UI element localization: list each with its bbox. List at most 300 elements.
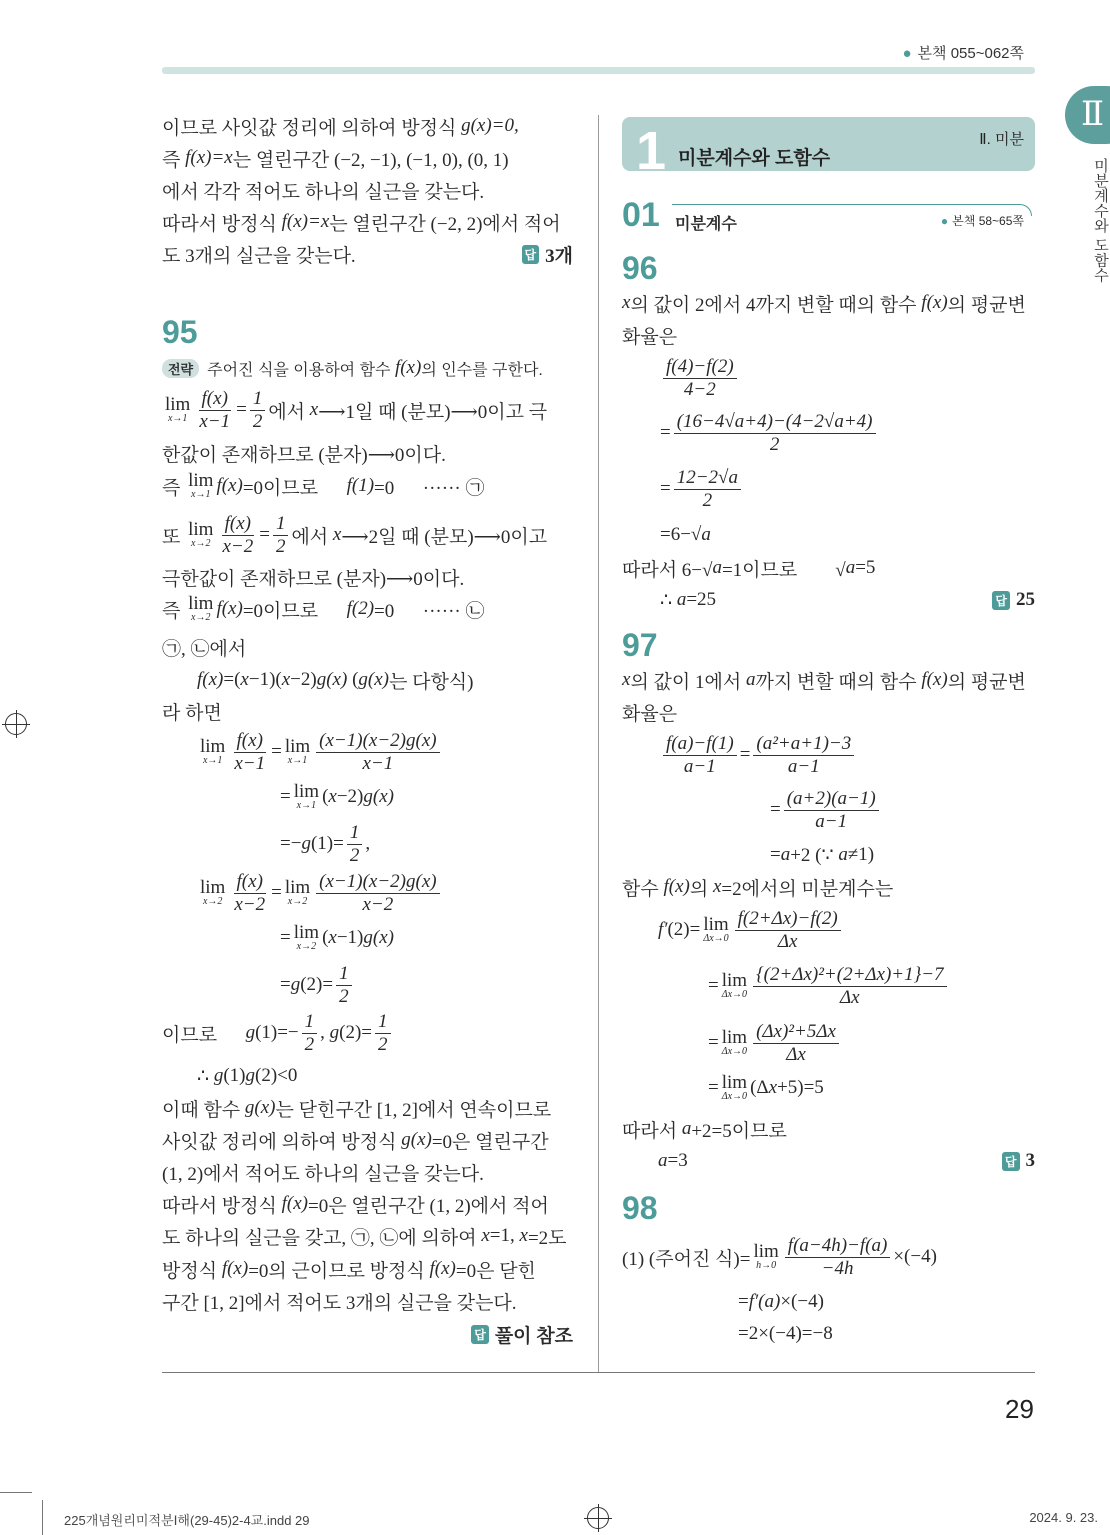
math-expression: g(x) xyxy=(358,669,389,690)
fraction-denominator: 2 xyxy=(252,410,263,432)
fraction-denominator: 2 xyxy=(349,844,360,866)
math-expression: f′ xyxy=(658,919,668,940)
math-expression: x xyxy=(332,524,342,545)
limit-subscript: Δx→0 xyxy=(721,989,748,1000)
math-expression: a xyxy=(701,524,711,545)
fraction xyxy=(735,908,841,953)
text-run: =2×(−4)=−8 xyxy=(738,1323,833,1344)
limit-operator xyxy=(188,472,213,500)
math-expression: x xyxy=(328,927,337,948)
text-line xyxy=(162,461,573,511)
fraction xyxy=(316,730,439,775)
chapter-title: 미분계수와 도함수 xyxy=(678,148,831,169)
text-run: 의 값이 2에서 4까지 변할 때의 함수 xyxy=(630,294,922,316)
math-expression: x xyxy=(519,1225,528,1246)
main-book-page-reference xyxy=(902,42,1024,63)
text-line xyxy=(658,905,1035,955)
answer xyxy=(471,1321,573,1348)
fraction-denominator: 2 xyxy=(378,1033,388,1055)
math-expression: f(x) xyxy=(429,1258,456,1279)
limit-subscript: Δx→0 xyxy=(721,1046,748,1057)
top-band xyxy=(162,67,1035,74)
text-run: 따라서 방정식 xyxy=(162,213,282,235)
fraction-numerator: {(2+Δx)²+(2+Δx)+1}−7 xyxy=(753,964,946,987)
text-run: , xyxy=(365,833,371,854)
text-run: −2) xyxy=(336,786,364,807)
text-run: = xyxy=(708,1077,719,1098)
fraction-numerator: (x−1)(x−2)g(x) xyxy=(316,730,439,753)
text-run: (2)<0 xyxy=(255,1065,298,1086)
text-run: (1) (주어진 식)= xyxy=(622,1248,751,1270)
text-run: =0의 근이므로 방정식 xyxy=(248,1260,430,1282)
text-run: , xyxy=(320,1022,330,1043)
limit-operator xyxy=(200,879,225,907)
math-expression: x xyxy=(622,669,631,690)
math-expression: f(x) xyxy=(216,475,243,496)
math-expression: g(x) xyxy=(401,1129,432,1150)
fraction xyxy=(375,1011,391,1056)
math-expression: g(x) xyxy=(244,1097,276,1118)
fraction-numerator: 1 xyxy=(375,1011,391,1034)
limit-word: lim xyxy=(721,970,748,991)
text-run: =0은 열린구간 xyxy=(431,1131,549,1153)
fraction xyxy=(753,964,946,1009)
text-run: = xyxy=(280,786,291,807)
text-run: 의 xyxy=(689,878,713,900)
limit-word: lim xyxy=(188,593,214,614)
text-line xyxy=(660,408,1035,458)
fraction-numerator: (a²+a+1)−3 xyxy=(753,733,854,756)
text-run: =3 xyxy=(667,1150,688,1171)
text-run: 즉 xyxy=(162,600,186,622)
text-line xyxy=(738,1309,1035,1359)
fraction-numerator: 1 xyxy=(347,822,363,845)
text-run: =( xyxy=(223,669,241,690)
limit-subscript: x→1 xyxy=(202,755,223,766)
text-run: ㉠, ㉡에서 xyxy=(162,638,247,660)
fraction-numerator: f(a−4h)−f(a) xyxy=(785,1235,891,1258)
limit-subscript: x→2 xyxy=(191,538,211,549)
fraction-denominator: a−1 xyxy=(815,810,848,832)
math-expression: f(x) xyxy=(221,1258,249,1279)
limit-subscript: Δx→0 xyxy=(721,1091,748,1102)
fraction-denominator: 2 xyxy=(339,985,349,1007)
text-run: 의 평균변 xyxy=(947,294,1026,316)
fraction-numerator: f(a)−f(1) xyxy=(663,733,737,756)
fraction-numerator: 1 xyxy=(336,963,352,986)
text-run: ( xyxy=(322,927,329,948)
text-run: 는 열린구간 (−2, −1), (−1, 0), (0, 1) xyxy=(232,149,509,171)
text-run: 에서 xyxy=(291,526,333,548)
limit-subscript: x→2 xyxy=(191,612,211,623)
math-expression: g(x) xyxy=(363,786,394,807)
chapter-number: 1 xyxy=(636,121,667,181)
limit-subscript: x→1 xyxy=(191,489,211,500)
fraction-numerator: (a+2)(a−1) xyxy=(784,788,879,811)
text-run: −1) xyxy=(336,927,364,948)
text-run: 라 하면 xyxy=(162,702,222,724)
text-run: −1)( xyxy=(248,669,282,690)
text-run: 한값이 존재하므로 (분자)⟶0이다. xyxy=(162,444,446,466)
text-run: (1, 2)에서 적어도 하나의 실근을 갖는다. xyxy=(162,1163,484,1185)
text-run: =25 xyxy=(686,589,717,610)
text-run: ∴ xyxy=(660,589,677,611)
fraction-numerator: 12−2√a xyxy=(674,467,741,490)
math-expression: x xyxy=(309,399,319,420)
fraction-numerator: 1 xyxy=(302,1011,318,1034)
text-line xyxy=(708,1018,1035,1068)
math-expression: f(2) xyxy=(346,598,375,619)
fraction-denominator: a−1 xyxy=(787,755,820,777)
math-expression: g(x)=0, xyxy=(461,115,519,136)
text-run: 사잇값 정리에 의하여 방정식 xyxy=(162,1131,402,1153)
text-line xyxy=(280,819,573,869)
crop-mark xyxy=(42,1500,43,1535)
text-run: =2도 xyxy=(527,1227,567,1249)
side-tab-numeral: Ⅱ xyxy=(1081,96,1105,133)
math-expression: g(x) xyxy=(363,927,394,948)
text-run: = xyxy=(660,422,671,443)
fraction-numerator: f(x) xyxy=(199,388,231,411)
math-expression: f(x) xyxy=(663,876,690,897)
fraction-denominator: −4h xyxy=(821,1257,854,1279)
fraction xyxy=(302,1011,318,1056)
limit-subscript: Δx→0 xyxy=(703,933,729,944)
math-expression: g xyxy=(301,833,311,854)
section-ref-text: 본책 58~65쪽 xyxy=(952,214,1024,228)
fraction xyxy=(250,388,266,433)
math-expression: a xyxy=(838,844,848,865)
text-run: =1이므로 √ xyxy=(721,559,846,581)
answer-badge-icon: 답 xyxy=(471,1325,489,1344)
text-run: =− xyxy=(280,833,302,854)
strategy-text: 주어진 식을 이용하여 함수 xyxy=(207,361,395,379)
text-line xyxy=(770,785,1035,835)
text-run: 이므로 사잇값 정리에 의하여 방정식 xyxy=(162,117,462,139)
fraction-denominator: Δx xyxy=(777,930,798,952)
text-run: 는 열린구간 (−2, 2)에서 적어 xyxy=(329,213,561,235)
math-expression: x xyxy=(712,876,722,897)
math-expression: a xyxy=(681,1118,692,1139)
chapter-unit: Ⅱ. 미분 xyxy=(979,131,1024,148)
text-run: = xyxy=(259,524,270,545)
math-expression: a xyxy=(745,669,756,690)
text-line xyxy=(660,575,1035,625)
math-expression: f(x) xyxy=(216,598,243,619)
text-run: +2=5이므로 xyxy=(691,1120,787,1142)
limit-subscript: x→1 xyxy=(287,755,308,766)
text-run: =0은 닫힌 xyxy=(455,1260,536,1282)
math-expression: f(x) xyxy=(921,292,948,313)
math-expression: x xyxy=(622,292,631,313)
section-page-reference xyxy=(941,212,1024,229)
text-run: = xyxy=(280,927,291,948)
math-expression: a xyxy=(845,557,856,578)
fraction xyxy=(231,871,268,916)
limit-word: lim xyxy=(721,1072,748,1093)
text-run: = xyxy=(770,844,781,865)
math-expression: g xyxy=(329,1022,340,1043)
text-run: +2 (∵ xyxy=(790,844,839,866)
text-run: (1)=− xyxy=(255,1022,299,1043)
text-run: 따라서 xyxy=(622,1120,682,1142)
math-expression: f(x)=x xyxy=(185,147,233,168)
page-number: 29 xyxy=(1005,1394,1034,1424)
fraction-numerator: 1 xyxy=(250,388,266,411)
crop-mark xyxy=(0,1492,32,1493)
fraction-denominator: x−1 xyxy=(362,752,394,774)
math-expression: x xyxy=(481,1225,490,1246)
bottom-rule xyxy=(162,1372,1035,1373)
fraction-numerator: (Δx)²+5Δx xyxy=(753,1021,839,1044)
text-run: =1, xyxy=(489,1225,520,1246)
limit-subscript: x→2 xyxy=(202,896,223,907)
text-run: =0 ······ ㉡ xyxy=(374,600,485,622)
side-tab[interactable] xyxy=(1065,86,1110,144)
fraction xyxy=(785,1235,891,1280)
limit-operator xyxy=(294,924,319,952)
strategy-text: 의 인수를 구한다. xyxy=(421,361,543,379)
fraction-numerator: f(x) xyxy=(234,730,266,753)
text-run: (1)= xyxy=(310,833,344,854)
text-line xyxy=(197,868,573,918)
bullet-icon: ● xyxy=(902,45,912,62)
text-line xyxy=(622,1232,1035,1282)
text-run: (1) xyxy=(223,1065,246,1086)
fraction-numerator: f(2+Δx)−f(2) xyxy=(735,908,841,931)
registration-mark-icon xyxy=(5,713,27,735)
answer-badge-icon: 답 xyxy=(992,591,1010,610)
text-run: =0 ······ ㉠ xyxy=(374,477,485,499)
text-run: 는 다항식) xyxy=(388,671,474,693)
answer-value: 25 xyxy=(1016,589,1035,610)
limit-word: lim xyxy=(165,394,191,415)
text-run: ⟶2일 때 (분모)⟶0이고 xyxy=(341,526,548,548)
fraction-numerator: f(x) xyxy=(222,513,254,536)
math-expression: x xyxy=(240,669,249,690)
fraction-denominator: Δx xyxy=(786,1043,806,1065)
fraction xyxy=(231,730,268,775)
limit-word: lim xyxy=(284,877,311,898)
text-run: = xyxy=(660,478,671,499)
strategy-badge: 전략 xyxy=(162,359,199,378)
text-run: ( xyxy=(347,669,359,690)
text-run: 에서 xyxy=(268,401,310,423)
limit-word: lim xyxy=(293,922,320,943)
text-run: (Δ xyxy=(750,1077,769,1098)
text-line xyxy=(280,772,573,822)
math-expression: x xyxy=(768,1077,778,1098)
text-run: = xyxy=(739,744,751,765)
text-run: = xyxy=(708,975,719,996)
text-run: = xyxy=(271,882,282,903)
limit-word: lim xyxy=(284,736,311,757)
fraction-numerator: f(4)−f(2) xyxy=(663,356,737,379)
problem-number-98: 98 xyxy=(622,1190,658,1226)
text-line xyxy=(280,960,573,1010)
bullet-icon: ● xyxy=(940,214,949,228)
limit-operator xyxy=(753,1243,778,1271)
math-expression: g xyxy=(245,1065,255,1086)
text-run: (2)= xyxy=(339,1022,373,1043)
math-expression: a xyxy=(712,557,722,578)
limit-subscript: x→2 xyxy=(287,896,308,907)
math-expression: f(x)=x xyxy=(281,211,330,232)
text-run: 도 하나의 실근을 갖고, ㉠, ㉡에 의하여 xyxy=(162,1227,482,1249)
text-run: 에서 각각 적어도 하나의 실근을 갖는다. xyxy=(162,181,485,203)
text-line xyxy=(708,961,1035,1011)
text-run: = xyxy=(236,399,247,420)
fraction-numerator: (16−4√a+4)−(4−2√a+4) xyxy=(674,411,876,434)
text-line xyxy=(162,1309,573,1359)
answer-badge-icon: 답 xyxy=(522,245,540,264)
limit-operator xyxy=(285,879,310,907)
limit-operator xyxy=(165,396,190,424)
text-run: =0은 열린구간 (1, 2)에서 적어 xyxy=(308,1195,549,1217)
limit-operator xyxy=(722,972,747,1000)
math-expression: g(x) xyxy=(316,669,348,690)
fraction-numerator: f(x) xyxy=(234,871,266,894)
answer xyxy=(992,589,1035,611)
fraction xyxy=(347,822,363,867)
math-expression: g xyxy=(290,974,301,995)
text-run: 즉 xyxy=(162,149,186,171)
math-expression: x xyxy=(281,669,291,690)
text-run: =0이므로 xyxy=(242,600,347,622)
math-expression: a xyxy=(676,589,687,610)
fraction-denominator: x−2 xyxy=(362,893,394,915)
text-run: 함수 xyxy=(622,878,664,900)
limit-operator xyxy=(294,783,319,811)
footer-date: 2024. 9. 23. xyxy=(1029,1510,1098,1525)
fraction-denominator: x−2 xyxy=(222,535,254,557)
text-run: 극한값이 존재하므로 (분자)⟶0이다. xyxy=(162,568,465,590)
side-tab-label: 미분계수와 도함수 xyxy=(1092,158,1109,283)
text-run: −2) xyxy=(290,669,317,690)
text-run: 구간 [1, 2]에서 적어도 3개의 실근을 갖는다. xyxy=(162,1292,517,1314)
limit-operator xyxy=(200,738,225,766)
limit-operator xyxy=(722,1029,747,1057)
text-run: 이때 함수 xyxy=(162,1099,245,1121)
registration-mark-icon xyxy=(587,1507,609,1529)
text-run: ∴ xyxy=(197,1065,214,1087)
text-run: 의 값이 1에서 xyxy=(630,671,746,693)
limit-word: lim xyxy=(200,736,226,757)
limit-word: lim xyxy=(703,914,729,935)
limit-subscript: x→1 xyxy=(167,413,188,424)
text-line xyxy=(660,730,1035,780)
text-run: 이므로 xyxy=(162,1024,246,1046)
math-expression: f(x) xyxy=(197,669,224,690)
fraction xyxy=(663,733,737,778)
fraction-numerator: 1 xyxy=(273,513,289,536)
limit-subscript: x→1 xyxy=(296,800,317,811)
text-run: 까지 변할 때의 함수 xyxy=(755,671,922,693)
text-run: =5 xyxy=(855,557,876,578)
text-run: +5)=5 xyxy=(777,1077,824,1098)
fraction xyxy=(674,467,741,512)
math-expression: f(x) xyxy=(281,1193,308,1214)
text-line xyxy=(660,353,1035,403)
math-expression: g xyxy=(213,1065,224,1086)
text-run: = xyxy=(271,741,282,762)
section-title: 미분계수 xyxy=(675,216,737,233)
limit-subscript: h→0 xyxy=(756,1260,777,1271)
column-divider xyxy=(598,115,599,1372)
text-run: ( xyxy=(322,786,329,807)
text-run: (2)= xyxy=(300,974,334,995)
math-expression: f(x) xyxy=(921,669,948,690)
text-run: = xyxy=(770,799,781,820)
text-run: ⟶1일 때 (분모)⟶0이고 극 xyxy=(318,401,548,423)
fraction-denominator: x−1 xyxy=(234,752,266,774)
fraction-denominator: x−1 xyxy=(199,410,231,432)
limit-operator xyxy=(188,595,213,623)
text-line xyxy=(660,464,1035,514)
fraction-denominator: 2 xyxy=(275,535,286,557)
text-run: ×(−4) xyxy=(780,1291,824,1312)
limit-word: lim xyxy=(200,877,226,898)
limit-operator xyxy=(285,738,310,766)
text-run: 따라서 6−√ xyxy=(622,559,713,581)
text-run: (2)= xyxy=(667,919,701,940)
answer-value: 풀이 참조 xyxy=(494,1325,573,1347)
text-run: 는 닫힌구간 [1, 2]에서 연속이므로 xyxy=(275,1099,552,1121)
limit-word: lim xyxy=(188,470,214,491)
limit-word: lim xyxy=(753,1241,779,1262)
text-run: 화율은 xyxy=(622,703,678,725)
text-run: 따라서 방정식 xyxy=(162,1195,282,1217)
problem-number-96: 96 xyxy=(622,250,658,286)
text-line xyxy=(280,913,573,963)
fraction-denominator: 4−2 xyxy=(683,378,716,400)
text-run: 의 평균변 xyxy=(947,671,1026,693)
limit-word: lim xyxy=(293,781,320,802)
limit-subscript: x→2 xyxy=(296,941,317,952)
limit-operator xyxy=(703,916,728,944)
text-run: 화율은 xyxy=(622,326,678,348)
math-expression: a xyxy=(658,1150,668,1171)
math-expression: a xyxy=(780,844,791,865)
text-run: 도 3개의 실근을 갖는다. xyxy=(162,245,356,267)
answer-badge-icon: 답 xyxy=(1002,1152,1020,1171)
math-expression: f′(a) xyxy=(748,1291,781,1312)
fraction-denominator: x−2 xyxy=(234,893,266,915)
reference-text: 본책 055~062쪽 xyxy=(917,45,1024,62)
answer xyxy=(1002,1150,1035,1172)
problem-number-97: 97 xyxy=(622,627,658,663)
fraction xyxy=(753,1021,839,1066)
text-line xyxy=(197,727,573,777)
math-expression: g xyxy=(245,1022,256,1043)
text-run: ≠1) xyxy=(847,844,875,865)
text-run: 방정식 xyxy=(162,1260,222,1282)
math-expression: x xyxy=(328,786,337,807)
fraction xyxy=(663,356,737,401)
text-run: =2에서의 미분계수는 xyxy=(721,878,894,900)
text-line xyxy=(658,1136,1035,1186)
fraction-denominator: 2 xyxy=(702,489,713,511)
problem-number-95: 95 xyxy=(162,314,198,350)
fraction xyxy=(273,513,289,558)
text-run: =6−√ xyxy=(660,524,702,545)
math-expression: f(x) xyxy=(394,357,422,378)
fraction xyxy=(753,733,854,778)
text-run: = xyxy=(738,1291,749,1312)
limit-word: lim xyxy=(188,519,214,540)
fraction xyxy=(316,871,439,916)
text-run: ×(−4) xyxy=(893,1246,937,1267)
